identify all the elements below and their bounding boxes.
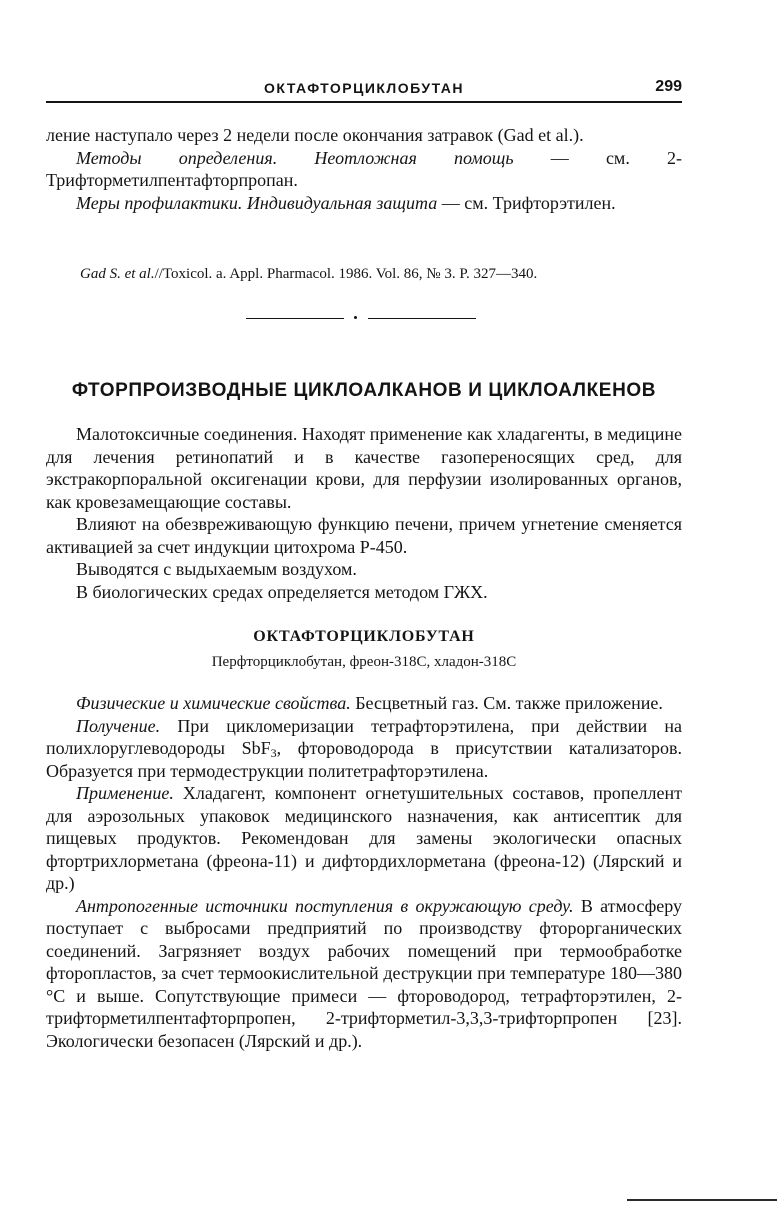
obtaining-text-a: При цикломеризации тетрафторэтилена, при действии на полихлоруглеводороды SbF bbox=[46, 715, 682, 758]
obtaining-text-b: , фтороводорода в присутствии катализаторов. Образуется при термодеструкции политетрафторэтилена. bbox=[46, 738, 683, 781]
application-label: Применение. bbox=[76, 783, 174, 803]
compound-article bbox=[46, 692, 682, 1052]
book-page bbox=[46, 0, 683, 1051]
prevention-paragraph bbox=[46, 192, 682, 215]
sources-label: Антропогенные источники поступления в окружающую среду. bbox=[76, 895, 574, 916]
methods-text: — см. 2-Трифторметилпентафторпропан. bbox=[46, 147, 682, 190]
sources-paragraph bbox=[46, 895, 682, 1053]
reference bbox=[46, 264, 682, 284]
reference-source: //Toxicol. a. Appl. Pharmacol. 1986. Vol. 86, № 3. P. 327—340. bbox=[154, 266, 538, 282]
intro-paragraph-4: В биологических средах определяется методом ГЖХ. bbox=[76, 581, 488, 602]
prevention-text: — см. Трифторэтилен. bbox=[437, 192, 616, 213]
section-intro bbox=[46, 423, 682, 603]
previous-article-end bbox=[46, 124, 682, 214]
sources-text: В атмосферу поступает с выбросами предприятий по производству фторорганических соединений. Загрязняет воздух рабочих помещений при термообработке фторопластов, за счет термоокислительной деструкции при температуре 180—380 °С и выше. Сопутствующие примеси — фтороводород, тетрафторэтилен, 2-трифторметилпентафторпропен, 2-трифторметил-3,3,3-трифторпропен [23]. Экологически безопасен (Лярский и др.). bbox=[46, 895, 682, 1051]
page-number: 299 bbox=[655, 78, 682, 95]
running-title: ОКТАФТОРЦИКЛОБУТАН bbox=[264, 80, 464, 96]
prevention-label: Меры профилактики. Индивидуальная защита bbox=[76, 192, 438, 213]
intro-paragraph-1: Малотоксичные соединения. Находят применение как хладагенты, в медицине для лечения ретинопатий и в качестве газопереносящих сред, для экстракорпоральной оксигенации крови, для перфузии изолированных органов, как кровезамещающие составы. bbox=[46, 424, 682, 512]
continued-paragraph: ление наступало через 2 недели после окончания затравок (Gad et al.). bbox=[46, 125, 584, 145]
page-edge-mark bbox=[627, 1199, 777, 1201]
compound-synonyms: Перфторциклобутан, фреон-318С, хладон-318С bbox=[211, 654, 517, 670]
properties-label: Физические и химические свойства. bbox=[76, 693, 351, 713]
subscript: 3 bbox=[270, 746, 277, 760]
obtaining-label: Получение. bbox=[76, 715, 161, 736]
section-heading: ФТОРПРОИЗВОДНЫЕ ЦИКЛОАЛКАНОВ И ЦИКЛОАЛКЕНОВ bbox=[71, 380, 657, 401]
application-text: Хладагент, компонент огнетушительных составов, пропеллент для аэрозольных упаковок медицинского назначения, как антисептик для пищевых продуктов. Рекомендован для замены экологически опасных фтортрихлорметана (фреона-11) и дифтордихлорметана (фреона-12) (Лярский и др.) bbox=[46, 783, 682, 893]
intro-paragraph-2: Влияют на обезвреживающую функцию печени, причем угнетение сменяется активацией за счет индукции цитохрома Р-450. bbox=[46, 514, 682, 557]
obtaining-paragraph bbox=[46, 715, 682, 783]
intro-paragraph-3: Выводятся с выдыхаемым воздухом. bbox=[76, 559, 357, 579]
reference-authors: Gad S. et al. bbox=[80, 266, 155, 282]
properties-paragraph bbox=[46, 692, 682, 715]
application-paragraph bbox=[46, 782, 682, 895]
methods-label: Методы определения. Неотложная помощь bbox=[76, 147, 514, 168]
properties-text: Бесцветный газ. См. также приложение. bbox=[350, 693, 663, 713]
header-rule bbox=[46, 101, 682, 103]
methods-paragraph bbox=[46, 147, 682, 192]
running-header bbox=[46, 0, 682, 100]
compound-title: ОКТАФТОРЦИКЛОБУТАН bbox=[253, 628, 475, 645]
section-divider bbox=[246, 318, 476, 320]
